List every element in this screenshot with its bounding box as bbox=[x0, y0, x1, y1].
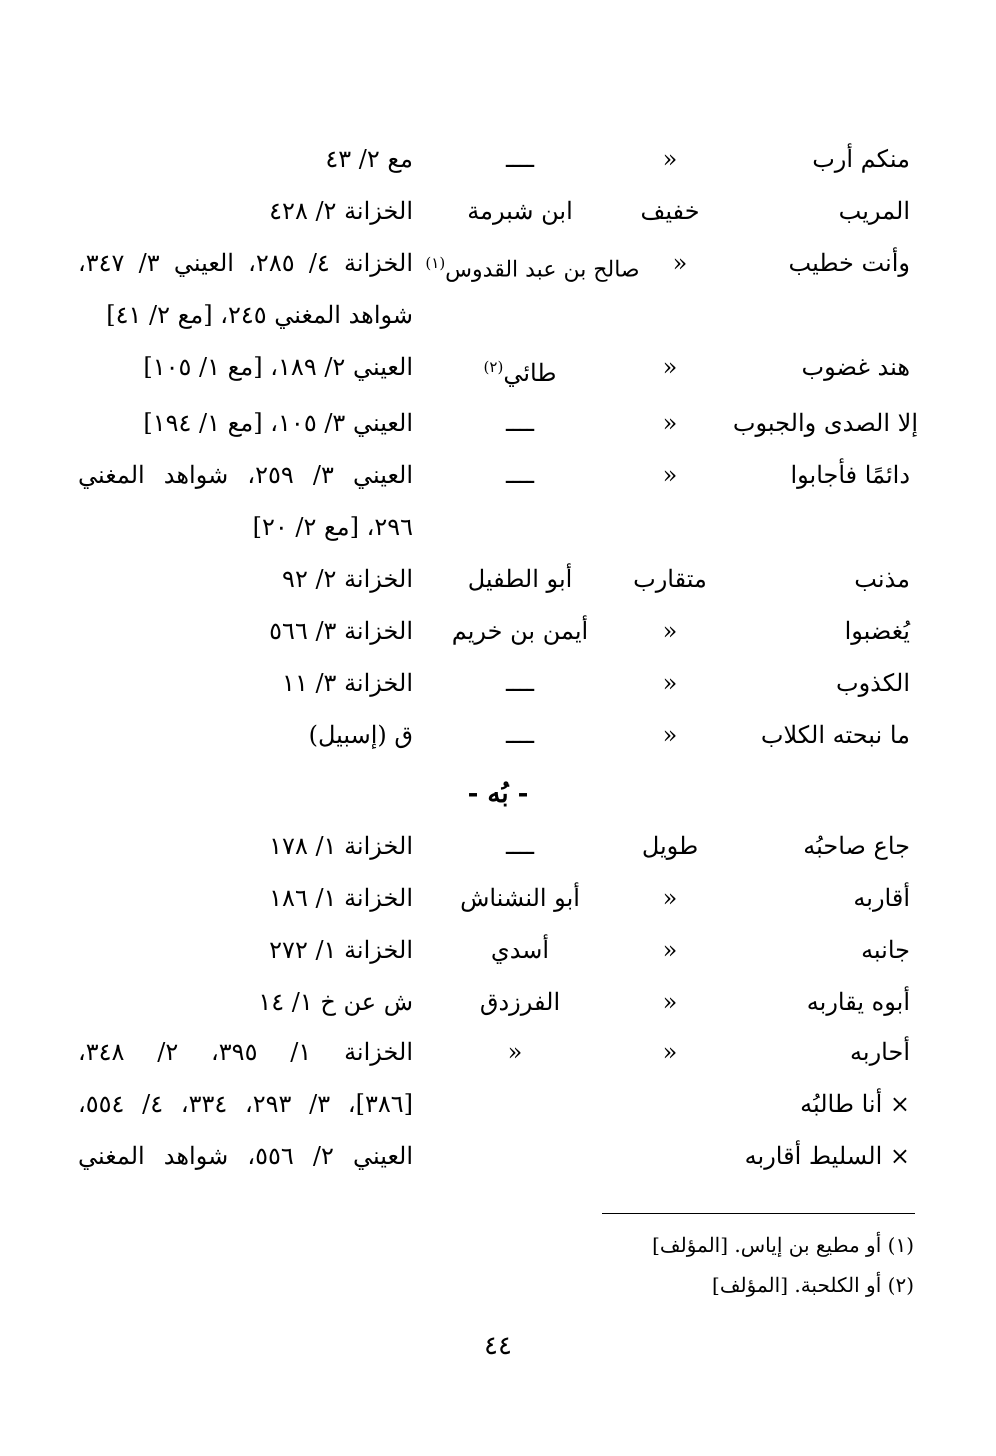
index-row-continuation bbox=[0, 501, 996, 553]
meter: « bbox=[662, 409, 678, 437]
index-row bbox=[0, 397, 996, 449]
poet bbox=[420, 341, 620, 393]
meter: « bbox=[662, 936, 678, 964]
index-row bbox=[0, 976, 996, 1028]
source-reference: ش عن خ ١/ ١٤ bbox=[258, 988, 413, 1016]
page-number: ٤٤ bbox=[484, 1331, 512, 1361]
index-row bbox=[0, 1078, 996, 1130]
index-row bbox=[0, 1130, 996, 1182]
index-row bbox=[0, 605, 996, 657]
poet: أيمن بن خريم bbox=[451, 617, 589, 645]
poet: الفرزدق bbox=[479, 988, 561, 1016]
poet: ــــ bbox=[505, 409, 535, 437]
source-reference: الخزانة ١/ ٣٩٥، ٢/ ٣٤٨، bbox=[78, 1038, 413, 1066]
rhyme-word: جاع صاحبُه bbox=[803, 832, 910, 860]
rhyme-word: المريب bbox=[838, 197, 910, 225]
source-reference: [٣٨٦]، ٣/ ٢٩٣، ٣٣٤، ٤/ ٥٥٤، bbox=[78, 1090, 413, 1118]
poet: ــــ bbox=[505, 669, 535, 697]
poet: أسدي bbox=[490, 936, 550, 964]
meter: « bbox=[662, 884, 678, 912]
index-row bbox=[0, 237, 996, 289]
source-reference: الخزانة ٣/ ١١ bbox=[282, 669, 413, 697]
source-reference: ٢٩٦، [مع ٢/ ٢٠] bbox=[252, 513, 413, 541]
poet bbox=[415, 237, 650, 289]
rhyme-word: ما نبحته الكلاب bbox=[760, 721, 910, 749]
index-row bbox=[0, 872, 996, 924]
footnote-divider bbox=[602, 1213, 915, 1214]
meter: « bbox=[662, 145, 678, 173]
source-reference: الخزانة ١/ ١٨٦ bbox=[269, 884, 413, 912]
meter: طويل bbox=[641, 832, 699, 860]
rhyme-word: هند غضوب bbox=[801, 353, 910, 381]
meter: خفيف bbox=[640, 197, 700, 225]
meter: « bbox=[662, 669, 678, 697]
source-reference: الخزانة ١/ ١٧٨ bbox=[269, 832, 413, 860]
poet: ــــ bbox=[505, 461, 535, 489]
rhyme-word: جانبه bbox=[861, 936, 910, 964]
poet: « bbox=[507, 1038, 523, 1066]
source-reference: ق (إسبيل) bbox=[308, 721, 413, 749]
rhyme-word: منكم أرب bbox=[812, 145, 910, 173]
rhyme-word: أبوه يقاربه bbox=[806, 988, 910, 1016]
source-reference: الخزانة ١/ ٢٧٢ bbox=[269, 936, 413, 964]
index-row-continuation bbox=[0, 289, 996, 341]
source-reference: الخزانة ٢/ ٤٢٨ bbox=[269, 197, 413, 225]
poet: ابن شبرمة bbox=[467, 197, 573, 225]
source-reference: العيني ٣/ ٢٥٩، شواهد المغني bbox=[78, 461, 413, 489]
source-reference: الخزانة ٢/ ٩٢ bbox=[282, 565, 413, 593]
rhyme-word: يُغضبوا bbox=[844, 617, 910, 645]
meter: « bbox=[662, 721, 678, 749]
source-reference: العيني ٣/ ١٠٥، [مع ١/ ١٩٤] bbox=[143, 409, 413, 437]
rhyme-word: إلا الصدى والجبوب bbox=[732, 409, 918, 437]
rhyme-word: وأنت خطيب bbox=[788, 249, 910, 277]
poet-name: طائي bbox=[503, 359, 557, 387]
poet: ــــ bbox=[505, 145, 535, 173]
index-row bbox=[0, 133, 996, 185]
footnote-marker: (١) bbox=[425, 254, 446, 272]
footnote: (٢) أو الكلحبة. [المؤلف] bbox=[712, 1273, 914, 1297]
index-row bbox=[0, 820, 996, 872]
index-row bbox=[0, 657, 996, 709]
source-reference: الخزانة ٣/ ٥٦٦ bbox=[269, 617, 413, 645]
rhyme-word: أقاربه bbox=[853, 884, 910, 912]
poet-name: صالح بن عبد القدوس bbox=[445, 257, 640, 283]
poet: ــــ bbox=[505, 832, 535, 860]
meter: « bbox=[662, 461, 678, 489]
source-reference: الخزانة ٤/ ٢٨٥، العيني ٣/ ٣٤٧، bbox=[78, 249, 413, 277]
index-row bbox=[0, 553, 996, 605]
rhyme-word: × السليط أقاربه bbox=[744, 1142, 910, 1170]
section-heading: - بُه - bbox=[467, 779, 529, 809]
rhyme-word: × أنا طالبُه bbox=[800, 1090, 910, 1118]
footnote-marker: (٢) bbox=[483, 358, 504, 376]
meter: « bbox=[662, 1038, 678, 1066]
rhyme-word: مذنب bbox=[854, 565, 910, 593]
source-reference: مع ٢/ ٤٣ bbox=[325, 145, 413, 173]
footnote: (١) أو مطيع بن إياس. [المؤلف] bbox=[652, 1233, 914, 1257]
poet: ــــ bbox=[505, 721, 535, 749]
index-row bbox=[0, 449, 996, 501]
meter: « bbox=[672, 249, 688, 277]
index-row bbox=[0, 709, 996, 761]
meter: « bbox=[662, 988, 678, 1016]
rhyme-word: دائمًا فأجابوا bbox=[790, 461, 910, 489]
source-reference: شواهد المغني ٢٤٥، [مع ٢/ ٤١] bbox=[106, 301, 413, 329]
source-reference: العيني ٢/ ٥٥٦، شواهد المغني bbox=[78, 1142, 413, 1170]
rhyme-word: الكذوب bbox=[835, 669, 910, 697]
poet: أبو النشناش bbox=[460, 884, 580, 912]
index-row bbox=[0, 924, 996, 976]
index-row bbox=[0, 1026, 996, 1078]
poet: أبو الطفيل bbox=[467, 565, 573, 593]
rhyme-word: أحاربه bbox=[850, 1038, 910, 1066]
meter: متقارب bbox=[633, 565, 707, 593]
index-row bbox=[0, 185, 996, 237]
meter: « bbox=[662, 353, 678, 381]
meter: « bbox=[662, 617, 678, 645]
index-row bbox=[0, 341, 996, 393]
source-reference: العيني ٢/ ١٨٩، [مع ١/ ١٠٥] bbox=[143, 353, 413, 381]
